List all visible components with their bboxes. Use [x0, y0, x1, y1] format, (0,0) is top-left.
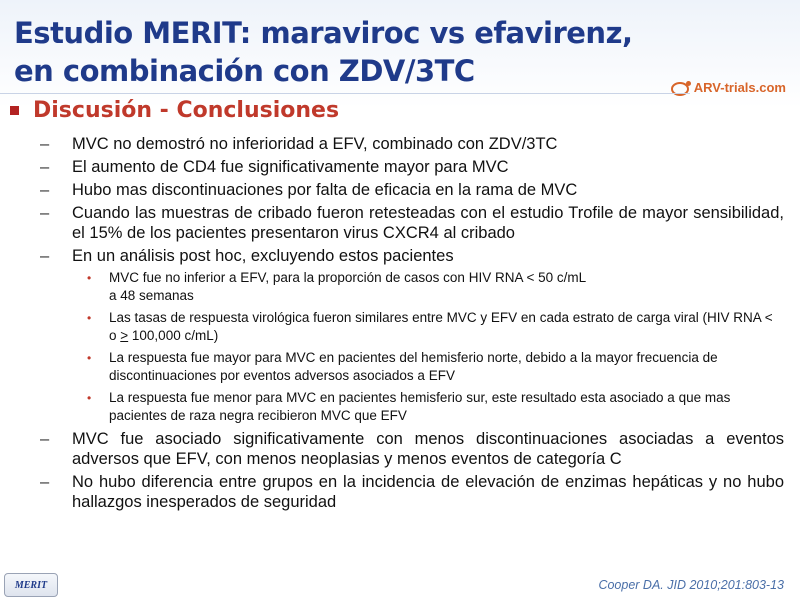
logo-text: ARV-trials.com [693, 80, 786, 95]
dash-bullet-icon: – [40, 473, 50, 491]
bullet-list [0, 134, 800, 515]
list-item: – Cuando las muestras de cribado fueron retesteadas con el estudio Trofile de mayor sensibilidad, el 15% de los pacientes presentaron virus CXCR4 al cribado [40, 204, 784, 242]
title-line-2: en combinación con ZDV/3TC [14, 54, 475, 88]
sub-list-item: • Las tasas de respuesta virológica fueron similares entre MVC y EFV en cada estrato de carga viral (HIV RNA < o > 100,000 c/mL) [87, 310, 773, 343]
dash-bullet-icon: – [40, 158, 50, 176]
section-heading [10, 98, 339, 123]
dot-bullet-icon: • [87, 391, 92, 405]
dash-bullet-icon: – [40, 204, 50, 222]
header-divider [0, 93, 690, 94]
list-item: – No hubo diferencia entre grupos en la incidencia de elevación de enzimas hepáticas y no hubo hallazgos inesperados de seguridad [40, 473, 784, 511]
dash-bullet-icon: – [40, 430, 50, 448]
dash-bullet-icon: – [40, 247, 50, 265]
sub-list-item: • MVC fue no inferior a EFV, para la proporción de casos con HIV RNA < 50 c/mL a 48 semanas [87, 270, 587, 303]
citation: Cooper DA. JID 2010;201:803-13 [598, 578, 784, 592]
dash-bullet-icon: – [40, 181, 50, 199]
dot-bullet-icon: • [87, 311, 92, 325]
list-item: – El aumento de CD4 fue significativamente mayor para MVC [40, 158, 509, 176]
sub-bullet-list [0, 269, 800, 425]
dot-bullet-icon: • [87, 271, 92, 285]
square-bullet-icon [10, 106, 19, 115]
sub-list-item: • La respuesta fue mayor para MVC en pacientes del hemisferio norte, debido a la mayor frecuencia de discontinuaciones por eventos adversos asociados a EFV [87, 350, 718, 383]
slide-title [14, 14, 654, 90]
list-item: – En un análisis post hoc, excluyendo estos pacientes [40, 247, 454, 265]
dot-bullet-icon: • [87, 351, 92, 365]
merit-badge: MERIT [4, 573, 58, 597]
sub-list-item: • La respuesta fue menor para MVC en pacientes hemisferio sur, este resultado esta asociado a que mas pacientes de raza negra recibieron MVC que EFV [87, 390, 731, 423]
list-item: – MVC no demostró no inferioridad a EFV, combinado con ZDV/3TC [40, 135, 558, 153]
title-line-1: Estudio MERIT: maraviroc vs efavirenz, [14, 16, 633, 50]
section-title: Discusión - Conclusiones [33, 98, 340, 123]
dash-bullet-icon: – [40, 135, 50, 153]
list-item: – Hubo mas discontinuaciones por falta de eficacia en la rama de MVC [40, 181, 578, 199]
list-item: – MVC fue asociado significativamente con menos discontinuaciones asociadas a eventos adversos que EFV, con menos neoplasias y menos eventos de categoría C [40, 430, 784, 468]
